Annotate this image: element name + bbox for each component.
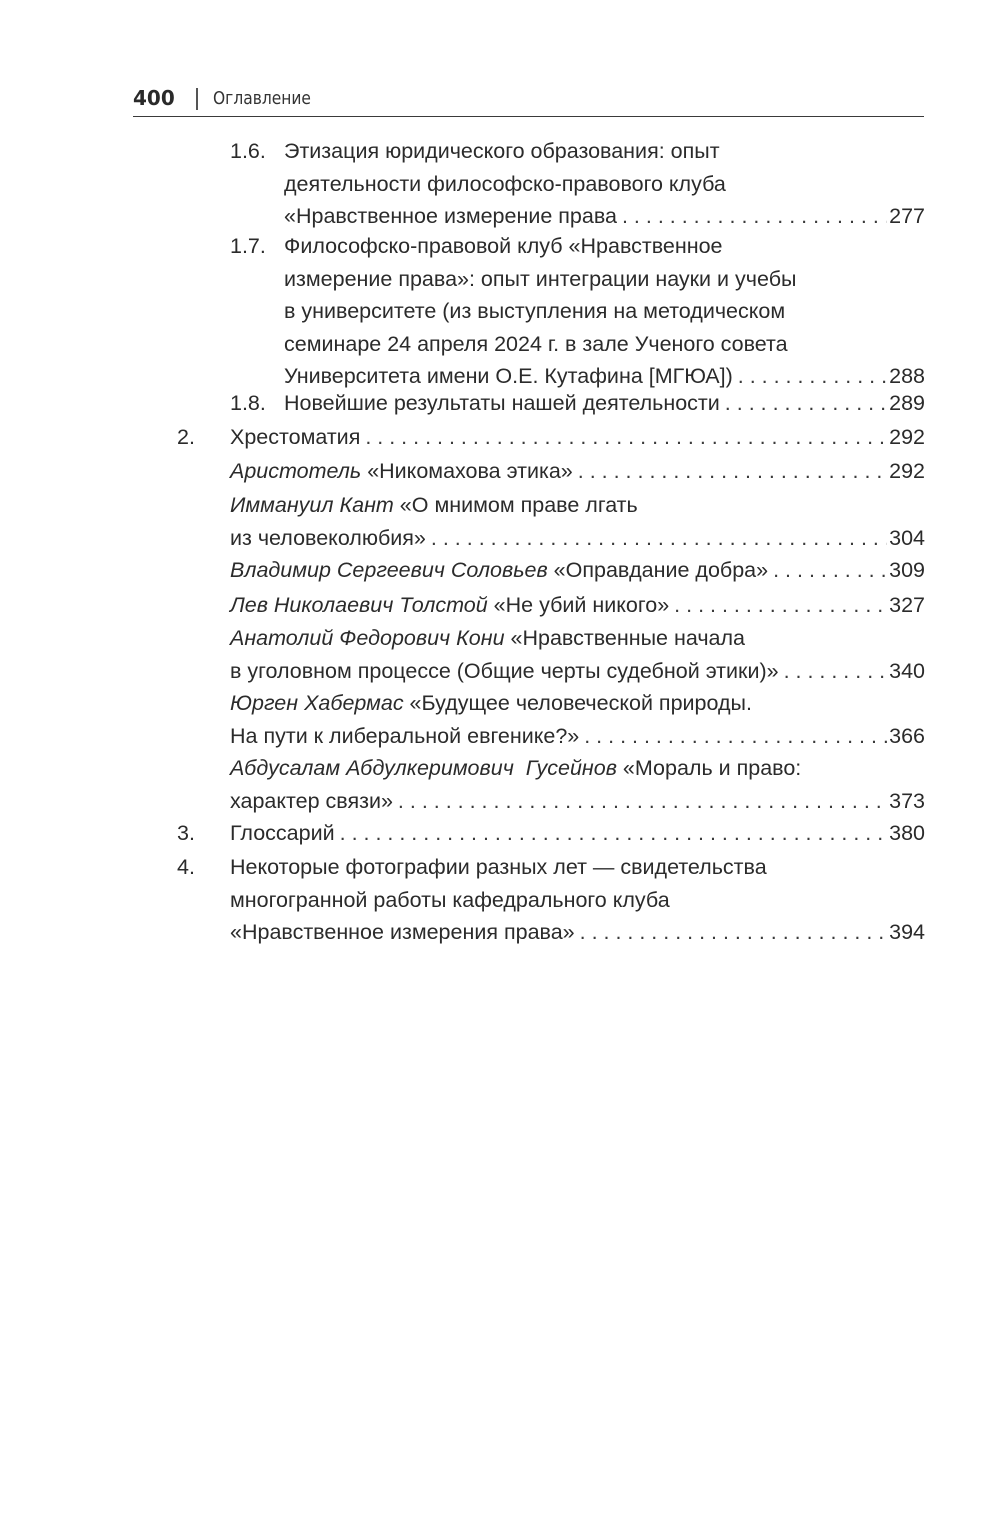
toc-entry-number: 1.8.: [230, 391, 266, 415]
toc-page-number: 394: [889, 920, 925, 944]
toc-work-title: «О мнимом праве лгать: [393, 493, 638, 517]
toc-entry-number: 2.: [177, 425, 195, 449]
toc-entry-title-line: семинаре 24 апреля 2024 г. в зале Ученого совета: [284, 331, 788, 356]
toc-page-number: 340: [889, 658, 925, 683]
toc-work-title: «Нравственные начала: [504, 626, 745, 650]
leader-dots: [784, 655, 888, 688]
toc-work-title: «Никомахова этика»: [361, 459, 573, 483]
toc-entry-guseinov[interactable]: [230, 752, 925, 817]
toc-page-number: 292: [889, 459, 925, 483]
toc-entry-solovyov[interactable]: [230, 554, 925, 587]
leader-dots: [578, 455, 887, 488]
toc-page-number: 380: [889, 821, 925, 845]
leader-dots: [398, 785, 887, 818]
toc-entry-number: 1.7.: [230, 234, 266, 258]
toc-author: Лев Николаевич Толстой: [230, 593, 488, 617]
toc-entry-title-line: многогранной работы кафедрального клуба: [230, 887, 670, 912]
toc-entry-title-line: измерение права»: опыт интеграции науки и учебы: [284, 266, 797, 291]
toc-entry-title-line: Этизация юридического образования: опыт: [284, 139, 720, 163]
toc-work-title-line: характер связи»: [230, 788, 393, 813]
toc-entry-habermas[interactable]: [230, 687, 925, 752]
toc-entry-title-line: в университете (из выступления на методическом: [284, 299, 786, 323]
toc-entry-4[interactable]: [177, 851, 925, 949]
toc-author: Анатолий Федорович Кони: [230, 626, 505, 650]
toc-author: Иммануил Кант: [230, 493, 394, 517]
running-section-title: Оглавление: [213, 88, 311, 109]
toc-entry-title-line: «Нравственное измерения права»: [230, 920, 575, 944]
toc-entry-title-line: Университета имени О.Е. Кутафина [МГЮА]): [284, 364, 733, 388]
toc-entry-title-line: «Нравственное измерение права: [284, 204, 617, 228]
toc-entry-1-7[interactable]: [230, 230, 925, 393]
toc-page-number: 288: [889, 364, 925, 388]
toc-entry-kant[interactable]: [230, 489, 925, 554]
leader-dots: [622, 200, 887, 233]
toc-page-number: 289: [889, 391, 925, 415]
toc-entry-1-8[interactable]: [230, 387, 925, 420]
toc-page-number: 327: [889, 593, 925, 617]
toc-author: Юрген Хабермас: [230, 691, 404, 715]
header-divider: [196, 88, 198, 110]
leader-dots: [674, 589, 887, 622]
toc-entry-title-line: Философско-правовой клуб «Нравственное: [284, 234, 723, 258]
toc-entry-koni[interactable]: [230, 622, 925, 687]
toc-entry-title-line: Хрестоматия: [230, 425, 361, 449]
toc-page-number: 366: [889, 723, 925, 748]
toc-page-number: 277: [889, 204, 925, 228]
toc-entry-number: 3.: [177, 821, 195, 845]
toc-entry-2[interactable]: [177, 421, 925, 454]
toc-entry-aristotle[interactable]: [230, 455, 925, 488]
toc-author: Аристотель: [230, 459, 362, 483]
toc-entry-title-line: Глоссарий: [230, 821, 335, 845]
leader-dots: [431, 522, 887, 555]
leader-dots: [580, 916, 888, 949]
toc-entry-1-6[interactable]: [230, 135, 925, 233]
toc-page-number: 309: [889, 558, 925, 582]
toc-work-title-line: в уголовном процессе (Общие черты судебной этики)»: [230, 658, 779, 683]
leader-dots: [584, 720, 887, 753]
toc-author: Владимир Сергеевич Соловьев: [230, 558, 548, 582]
toc-work-title: «Будущее человеческой природы.: [403, 691, 752, 715]
toc-work-title-line: На пути к либеральной евгенике?»: [230, 723, 580, 748]
page-number: 400: [133, 86, 175, 110]
toc-work-title: «Мораль и право:: [616, 756, 802, 780]
toc-entry-title-line: Некоторые фотографии разных лет — свидетельства: [230, 855, 767, 879]
toc-entry-number: 4.: [177, 855, 195, 879]
toc-entry-tolstoy[interactable]: [230, 589, 925, 622]
toc-page-number: 292: [889, 425, 925, 449]
toc-work-title: «Не убий никого»: [487, 593, 670, 617]
toc-page-number: 304: [889, 525, 925, 550]
toc-entry-title-line: Новейшие результаты нашей деятельности: [284, 391, 720, 415]
toc-entry-3[interactable]: [177, 817, 925, 850]
leader-dots: [725, 387, 887, 420]
leader-dots: [773, 554, 887, 587]
running-header: [133, 84, 924, 117]
toc-author: Абдусалам Абдулкеримович Гусейнов: [230, 756, 617, 780]
toc-page-number: 373: [889, 788, 925, 813]
toc-work-title-line: из человеколюбия»: [230, 525, 426, 550]
leader-dots: [365, 421, 887, 454]
toc-entry-number: 1.6.: [230, 139, 266, 163]
toc-entry-title-line: деятельности философско-правового клуба: [284, 171, 726, 196]
toc-work-title: «Оправдание добра»: [547, 558, 769, 582]
leader-dots: [340, 817, 888, 850]
